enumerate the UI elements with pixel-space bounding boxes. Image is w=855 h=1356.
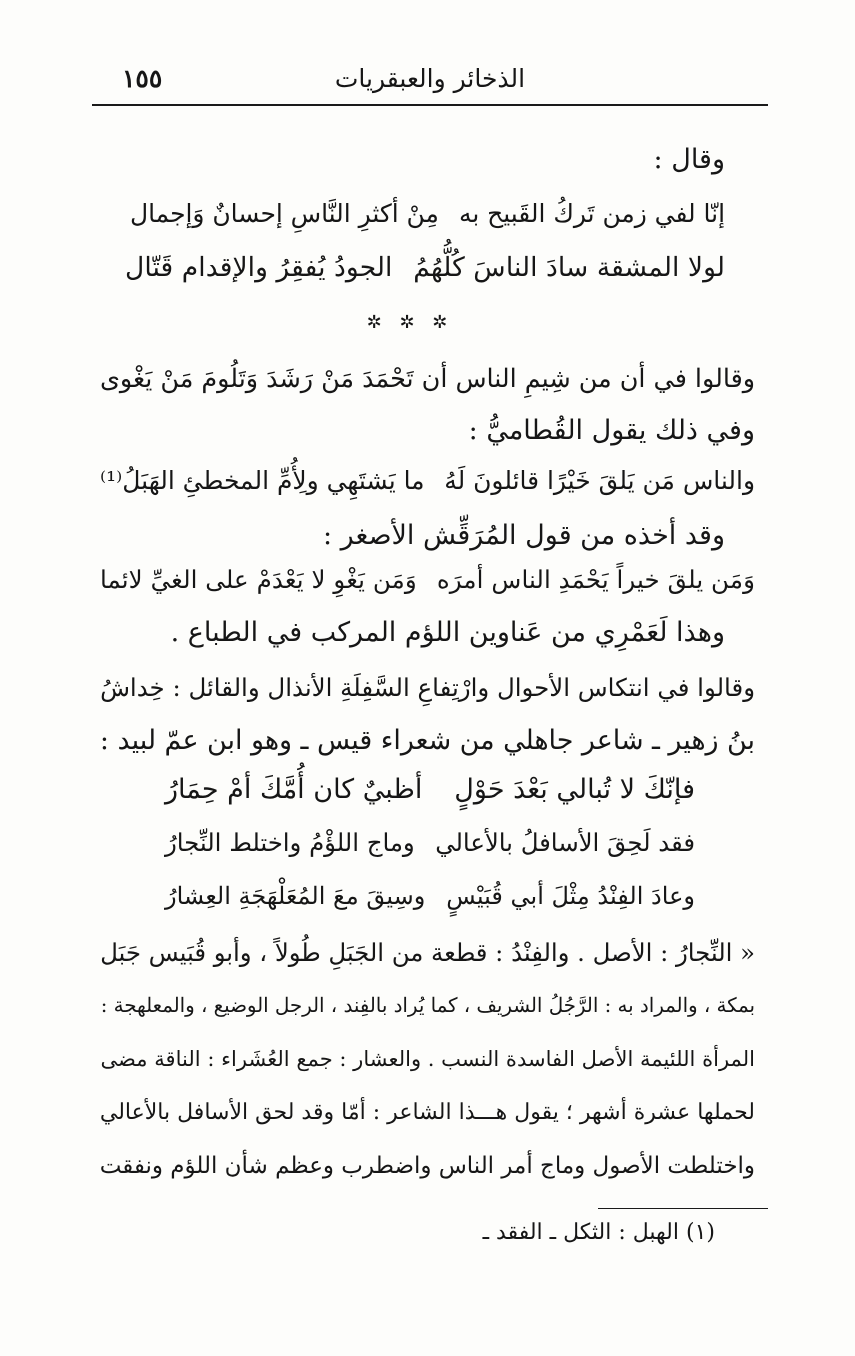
verse-2-first-hemistich: لولا المشقة سادَ الناسَ كُلُّهُمُ <box>413 252 725 283</box>
verse-2-second-hemistich: الجودُ يُفقِرُ والإقدام قَتّال <box>125 252 393 283</box>
verse-1-first-hemistich: إنّا لفي زمن تَركُ القَبيح به <box>458 199 725 228</box>
verse-3-second-hemistich: ما يَشتَهِي ولِأُمِّ المخطئِ الهَبَلُ⁽¹⁾ <box>100 466 425 495</box>
text-line-11: بنُ زهير ـ شاعر جاهلي من شعراء قيس ـ وهو ابن عمّ لبيد : <box>99 725 755 756</box>
verse-4-first-hemistich: وَمَن يلقَ خيراً يَحْمَدِ الناس أمرَه <box>436 565 755 594</box>
text-line-15: « النِّجارُ : الأصل . والفِنْدُ : قطعة من الجَبَلِ طُولاً ، وأبو قُبَيس جَبَل <box>100 938 755 967</box>
verse-3-first-hemistich: والناس مَن يَلقَ خَيْرًا قائلونَ لَهُ <box>444 466 755 495</box>
text-line-4: وقالوا في أن من شِيمِ الناس أن تَحْمَدَ مَنْ رَشَدَ وَتَلُومَ مَنْ يَغْوى <box>99 363 755 393</box>
verse-7-second-hemistich: وسِيقَ معَ المُعَلْهَجَةِ العِشارُ <box>165 882 426 910</box>
verse-5-first-hemistich: فإنّكَ لا تُبالي بَعْدَ حَوْلٍ <box>454 774 695 805</box>
verse-6-second-hemistich: وماج اللؤْمُ واختلط النِّجارُ <box>165 828 415 857</box>
page-number: ١٥٥ <box>122 64 163 93</box>
verse-7-first-hemistich: وعادَ الفِنْدُ مِثْلَ أبي قُبَيْسٍ <box>446 882 695 910</box>
footnote-rule <box>598 1208 768 1209</box>
verse-4-second-hemistich: وَمَن يَغْوِ لا يَعْدَمْ على الغيِّ لائما <box>100 565 417 594</box>
text-line-18: لحملها عشرة أشهر ؛ يقول هـــذا الشاعر : أمّا وقد لحق الأسافل بالأعالي <box>99 1100 755 1125</box>
text-line-17: المرأة اللئيمة الأصل الفاسدة النسب . والعشار : جمع العُشَراء : الناقة مضى <box>100 1046 755 1071</box>
verse-1-second-hemistich: مِنْ أكثرِ النَّاسِ إحسانٌ وَإجمال <box>130 199 439 228</box>
text-line-7: وقد أخذه من قول المُرَقِّش الأصغر : <box>322 520 725 551</box>
text-line-1: وقال : <box>653 144 725 175</box>
footnote: (١) الهبل : الثكل ـ الفقد ـ <box>482 1220 715 1245</box>
text-line-9: وهذا لَعَمْرِي من عَناوين اللؤم المركب في الطباع . <box>170 617 725 648</box>
verse-5-second-hemistich: أظبيٌ كان أُمَّكَ أمْ حِمَارُ <box>165 774 423 805</box>
verse-6-first-hemistich: فقد لَحِقَ الأسافلُ بالأعالي <box>435 828 695 857</box>
text-line-16: بمكة ، والمراد به : الرَّجُلُ الشريف ، كما يُراد بالفِند ، الرجل الوضيع ، والمعلهجة : <box>100 994 755 1017</box>
page-header <box>92 58 768 102</box>
text-line-5: وفي ذلك يقول القُطاميُّ : <box>468 415 755 446</box>
header-rule <box>92 104 768 106</box>
text-line-19: واختلطت الأصول وماج أمر الناس واضطرب وعظم شأن اللؤم ونفقت <box>99 1153 755 1179</box>
running-title: الذخائر والعبقريات <box>334 64 526 93</box>
text-line-10: وقالوا في انتكاس الأحوال وارْتِفاعِ السَّفِلَةِ الأنذال والقائل : خِداشُ <box>100 673 755 702</box>
section-separator: ✲ ✲ ✲ <box>366 312 454 333</box>
